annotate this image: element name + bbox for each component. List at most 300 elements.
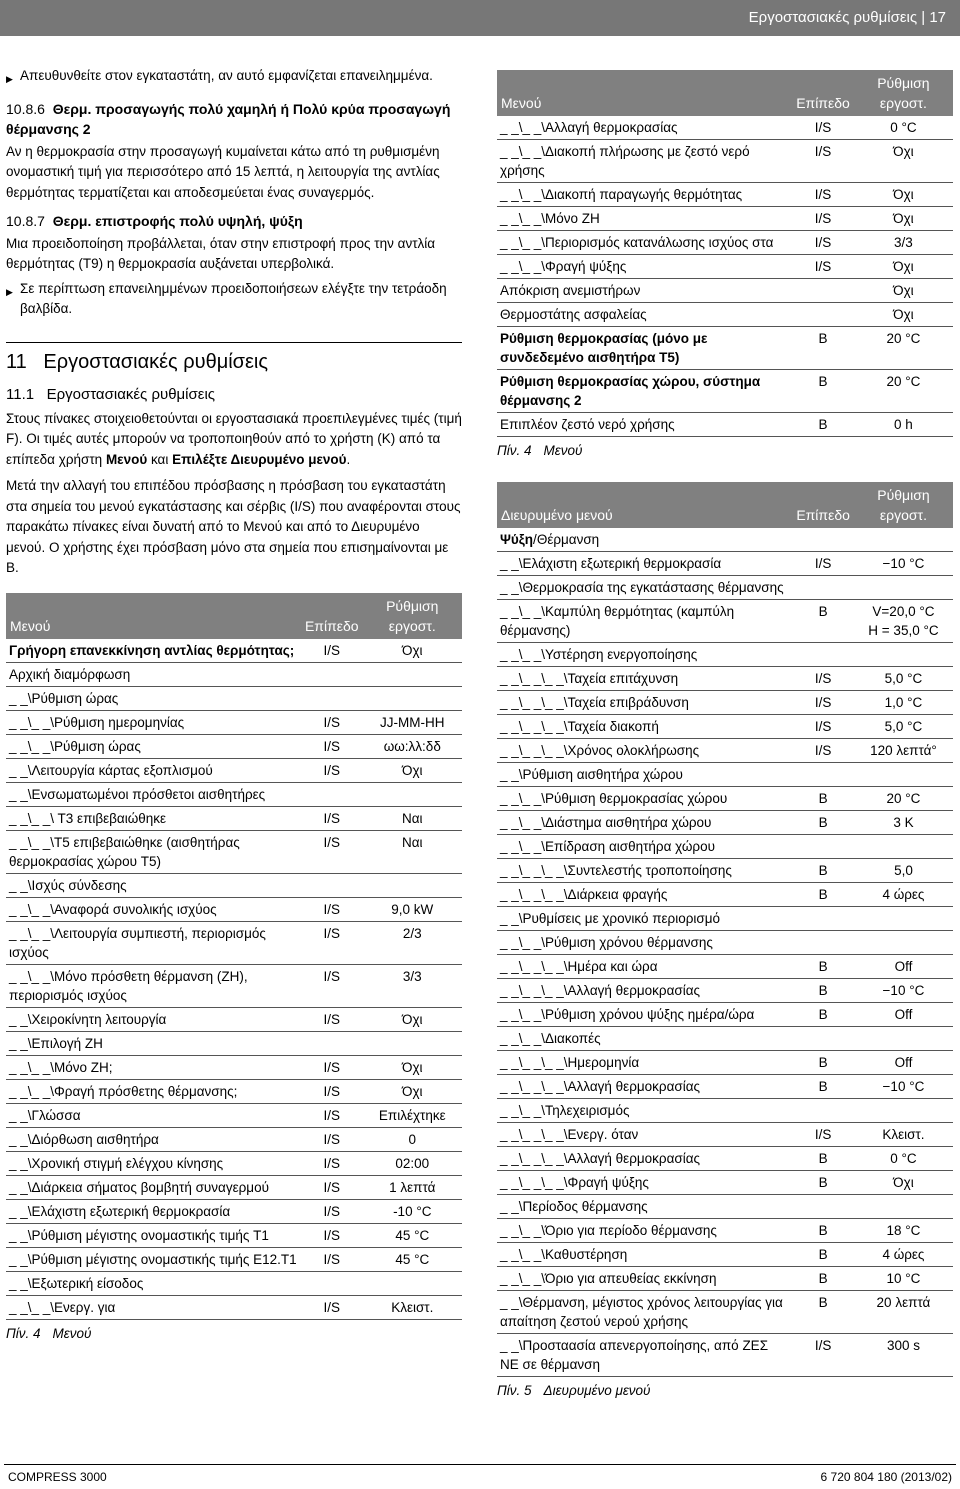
- section-11-1-title: 11.1 Εργοστασιακές ρυθμίσεις: [6, 385, 216, 403]
- cell-factory-setting: 3 K: [854, 810, 953, 834]
- table-row: [497, 183, 953, 207]
- cell-factory-setting: Ναι: [363, 830, 462, 873]
- table-row: [497, 1098, 953, 1122]
- cell-factory-setting: 0 °C: [854, 1146, 953, 1170]
- cell-menu-item: _ _\Ρύθμιση ώρας: [6, 686, 301, 710]
- cell-menu-item: _ _\_ _\Ενεργ. για: [6, 1295, 301, 1319]
- table-row: [6, 830, 462, 873]
- table-row: [497, 1050, 953, 1074]
- table-row: [6, 758, 462, 782]
- cell-level: I/S: [301, 1223, 363, 1247]
- cell-factory-setting: 0 h: [854, 413, 953, 437]
- table-caption: Πίν. 4 Μενού: [497, 443, 583, 458]
- cell-menu-item: _ _\_ _\Επίδραση αισθητήρα χώρου: [497, 834, 792, 858]
- cell-factory-setting: Κλειστ.: [363, 1295, 462, 1319]
- cell-menu-item: Θερμοστάτης ασφαλείας: [497, 303, 792, 327]
- cell-factory-setting: [854, 930, 953, 954]
- cell-factory-setting: [363, 686, 462, 710]
- cell-menu-item: _ _\_ _\_ _\Ημερομηνία: [497, 1050, 792, 1074]
- cell-menu-item: _ _\Λειτουργία κάρτας εξοπλισμού: [6, 758, 301, 782]
- cell-factory-setting: Ναι: [363, 806, 462, 830]
- cell-factory-setting: 4 ώρες: [854, 1242, 953, 1266]
- table-row: [6, 710, 462, 734]
- cell-factory-setting: 1 λεπτά: [363, 1175, 462, 1199]
- cell-menu-item: _ _\Ελάχιστη εξωτερική θερμοκρασία: [497, 551, 792, 575]
- cell-factory-setting: [854, 575, 953, 599]
- cell-menu-item: _ _\_ _\Λειτουργία συμπιεστή, περιορισμός ισχύος: [6, 921, 301, 964]
- cell-factory-setting: −10 °C: [854, 978, 953, 1002]
- table-row: [6, 639, 462, 663]
- table-row: [497, 599, 953, 642]
- table-row: [497, 954, 953, 978]
- cell-level: I/S: [301, 964, 363, 1007]
- cell-menu-item: _ _\_ _\_ _\Ημέρα και ώρα: [497, 954, 792, 978]
- cell-level: I/S: [301, 1295, 363, 1319]
- cell-menu-item: _ _\_ _\Τηλεχειρισμός: [497, 1098, 792, 1122]
- cell-menu-item: _ _\_ _\Φραγή πρόσθετης θέρμανσης;: [6, 1079, 301, 1103]
- cell-factory-setting: Όχι: [854, 207, 953, 231]
- cell-level: I/S: [792, 551, 854, 575]
- cell-level: I/S: [301, 921, 363, 964]
- cell-level: I/S: [792, 1333, 854, 1376]
- cell-level: B: [792, 1074, 854, 1098]
- table-row: [497, 1242, 953, 1266]
- table-row: [6, 1007, 462, 1031]
- cell-level: I/S: [301, 1079, 363, 1103]
- cell-level: [301, 1031, 363, 1055]
- cell-menu-item: _ _\_ _\_ _\Ενεργ. όταν: [497, 1122, 792, 1146]
- cell-factory-setting: 5,0 °C: [854, 714, 953, 738]
- cell-menu-item: _ _\_ _\Ρύθμιση χρόνου θέρμανσης: [497, 930, 792, 954]
- cell-menu-item: _ _\_ _\_ _\Ταχεία διακοπή: [497, 714, 792, 738]
- cell-factory-setting: 5,0: [854, 858, 953, 882]
- cell-menu-item: _ _\_ _\Αναφορά συνολικής ισχύος: [6, 897, 301, 921]
- cell-factory-setting: [854, 528, 953, 552]
- header-title: Εργοστασιακές ρυθμίσεις | 17: [748, 9, 946, 26]
- cell-menu-item: _ _\_ _\Αλλαγή θερμοκρασίας: [497, 116, 792, 140]
- footer-docnum: 6 720 804 180 (2013/02): [820, 1470, 952, 1484]
- table-row: [497, 810, 953, 834]
- cell-factory-setting: [363, 1271, 462, 1295]
- col-level: Επίπεδο: [792, 482, 854, 528]
- cell-factory-setting: Όχι: [363, 758, 462, 782]
- table-row: [6, 1151, 462, 1175]
- cell-level: [301, 782, 363, 806]
- cell-menu-item: _ _\_ _\Διακοπές: [497, 1026, 792, 1050]
- table-row: [497, 834, 953, 858]
- cell-factory-setting: [854, 762, 953, 786]
- cell-menu-item: _ _\Θέρμανση, μέγιστος χρόνος λειτουργίας για απαίτηση ζεστού νερού χρήσης: [497, 1290, 792, 1333]
- table-row: [6, 897, 462, 921]
- cell-factory-setting: 02:00: [363, 1151, 462, 1175]
- cell-level: [792, 1194, 854, 1218]
- table-row: [497, 1122, 953, 1146]
- col-menu: Διευρυμένο μενού: [497, 482, 792, 528]
- cell-menu-item: _ _\_ _\Καθυστέρηση: [497, 1242, 792, 1266]
- cell-factory-setting: [363, 873, 462, 897]
- cell-factory-setting: 20 λεπτά: [854, 1290, 953, 1333]
- cell-level: I/S: [301, 830, 363, 873]
- table-row: [497, 1146, 953, 1170]
- col-menu: Μενού: [6, 593, 301, 639]
- table-row: [497, 738, 953, 762]
- table-row: [6, 1079, 462, 1103]
- cell-menu-item: _ _\_ _\Διακοπή παραγωγής θερμότητας: [497, 183, 792, 207]
- table-row: [6, 1031, 462, 1055]
- cell-menu-item: Ρύθμιση θερμοκρασίας (μόνο με συνδεδεμένο αισθητήρα T5): [497, 327, 792, 370]
- cell-factory-setting: Όχι: [854, 1170, 953, 1194]
- table-row: [6, 734, 462, 758]
- cell-factory-setting: Κλειστ.: [854, 1122, 953, 1146]
- table-row: [6, 964, 462, 1007]
- table-row: [497, 413, 953, 437]
- cell-level: B: [792, 1218, 854, 1242]
- cell-factory-setting: 20 °C: [854, 786, 953, 810]
- cell-level: I/S: [301, 758, 363, 782]
- chapter-11-title: 11 Εργοστασιακές ρυθμίσεις: [6, 342, 462, 374]
- cell-menu-item: _ _\_ _\_ _\Συντελεστής τροποποίησης: [497, 858, 792, 882]
- cell-level: [792, 642, 854, 666]
- cell-menu-item: _ _\_ _\Μόνο ZH: [497, 207, 792, 231]
- cell-level: B: [792, 327, 854, 370]
- table-row: [497, 1074, 953, 1098]
- cell-factory-setting: 5,0 °C: [854, 666, 953, 690]
- cell-factory-setting: Όχι: [363, 1055, 462, 1079]
- table-row: [6, 686, 462, 710]
- cell-menu-item: _ _\_ _\_ _\Ταχεία επιτάχυνση: [497, 666, 792, 690]
- cell-level: B: [792, 1170, 854, 1194]
- cell-level: I/S: [792, 231, 854, 255]
- cell-level: B: [792, 1050, 854, 1074]
- table-caption: Πίν. 4 Μενού: [6, 1325, 92, 1341]
- cell-level: I/S: [301, 710, 363, 734]
- bullet-instruction: ▶ Απευθυνθείτε στον εγκαταστάτη, αν αυτό εμφανίζεται επανειλημμένα.: [6, 66, 462, 87]
- table-row: [497, 279, 953, 303]
- table-row: [497, 528, 953, 552]
- cell-menu-item: Γρήγορη επανεκκίνηση αντλίας θερμότητας;: [6, 639, 301, 663]
- cell-menu-item: _ _\Διόρθωση αισθητήρα: [6, 1127, 301, 1151]
- cell-level: [792, 1026, 854, 1050]
- table-row: [497, 762, 953, 786]
- table-row: [6, 1055, 462, 1079]
- cell-level: I/S: [792, 255, 854, 279]
- page-footer: [8, 1470, 952, 1484]
- cell-level: I/S: [792, 116, 854, 140]
- cell-menu-item: Επιπλέον ζεστό νερό χρήσης: [497, 413, 792, 437]
- cell-factory-setting: Όχι: [854, 183, 953, 207]
- cell-level: I/S: [301, 734, 363, 758]
- access-paragraph: Μετά την αλλαγή του επιπέδου πρόσβασης η πρόσβαση του εγκαταστάτη στα σημεία του μενού εγκατάστασης και σέρβις (I/S) που αναφέρονται στους παρακάτω πίνακες είναι δυνατή από το Μενού και από το Διευρυμένο μενού. Ο χρήστης έχει πρόσβαση μόνο στα σημεία που επισημαίνονται με B.: [6, 478, 461, 575]
- cell-level: B: [792, 810, 854, 834]
- table-row: [497, 255, 953, 279]
- cell-factory-setting: 10 °C: [854, 1266, 953, 1290]
- table-row: [497, 690, 953, 714]
- cell-factory-setting: −10 °C: [854, 1074, 953, 1098]
- cell-factory-setting: 45 °C: [363, 1247, 462, 1271]
- cell-level: [792, 528, 854, 552]
- cell-menu-item: _ _\Ελάχιστη εξωτερική θερμοκρασία: [6, 1199, 301, 1223]
- section-10-8-6-heading: 10.8.6 Θερμ. προσαγωγής πολύ χαμηλή ή Πολύ κρύα προσαγωγή θέρμανσης 2: [6, 100, 451, 137]
- cell-level: I/S: [301, 1127, 363, 1151]
- cell-factory-setting: JJ-MM-HH: [363, 710, 462, 734]
- cell-level: I/S: [792, 207, 854, 231]
- table-row: [497, 207, 953, 231]
- right-column: [497, 70, 953, 1401]
- table-row: [497, 575, 953, 599]
- cell-level: I/S: [301, 1151, 363, 1175]
- cell-factory-setting: [363, 662, 462, 686]
- cell-level: I/S: [792, 183, 854, 207]
- cell-factory-setting: [854, 834, 953, 858]
- table-row: [497, 1170, 953, 1194]
- cell-level: B: [792, 1290, 854, 1333]
- cell-factory-setting: Όχι: [854, 279, 953, 303]
- cell-level: I/S: [301, 1175, 363, 1199]
- cell-menu-item: _ _\_ _\Όριο για απευθείας εκκίνηση: [497, 1266, 792, 1290]
- cell-menu-item: _ _\_ _\_ _\Ταχεία επιβράδυνση: [497, 690, 792, 714]
- cell-level: [792, 834, 854, 858]
- cell-level: I/S: [301, 806, 363, 830]
- cell-factory-setting: 300 s: [854, 1333, 953, 1376]
- col-factory: Ρύθμιση εργοστ.: [854, 482, 953, 528]
- footer-product: COMPRESS 3000: [8, 1470, 107, 1484]
- cell-factory-setting: 2/3: [363, 921, 462, 964]
- cell-level: [301, 686, 363, 710]
- table-row: [6, 1223, 462, 1247]
- table-row: [497, 140, 953, 183]
- table-row: [497, 642, 953, 666]
- cell-menu-item: Ψύξη/Θέρμανση: [497, 528, 792, 552]
- cell-level: I/S: [792, 738, 854, 762]
- table-row: [6, 921, 462, 964]
- cell-level: I/S: [792, 666, 854, 690]
- cell-level: [792, 762, 854, 786]
- section-10-8-7-text: Μια προειδοποίηση προβάλλεται, όταν στην επιστροφή προς την αντλία θερμότητας (T9) η θερμοκρασία αυξάνεται υπερβολικά.: [6, 235, 436, 271]
- table-row: [497, 327, 953, 370]
- cell-level: B: [792, 954, 854, 978]
- cell-menu-item: Απόκριση ανεμιστήρων: [497, 279, 792, 303]
- cell-level: [792, 303, 854, 327]
- section-10-8-7-heading: 10.8.7 Θερμ. επιστροφής πολύ υψηλή, ψύξη: [6, 213, 303, 229]
- cell-level: B: [792, 1146, 854, 1170]
- table-row: [6, 1295, 462, 1319]
- cell-menu-item: _ _\_ _\Υστέρηση ενεργοποίησης: [497, 642, 792, 666]
- cell-level: B: [792, 1002, 854, 1026]
- cell-factory-setting: 1,0 °C: [854, 690, 953, 714]
- table-row: [497, 116, 953, 140]
- cell-level: I/S: [301, 1007, 363, 1031]
- cell-factory-setting: [363, 782, 462, 806]
- cell-menu-item: _ _\Γλώσσα: [6, 1103, 301, 1127]
- table-row: [497, 303, 953, 327]
- cell-menu-item: _ _\_ _\Ρύθμιση χρόνου ψύξης ημέρα/ώρα: [497, 1002, 792, 1026]
- table-row: [6, 782, 462, 806]
- cell-factory-setting: 0: [363, 1127, 462, 1151]
- cell-menu-item: _ _\Ρύθμιση μέγιστης ονομαστικής τιμής T1: [6, 1223, 301, 1247]
- cell-menu-item: _ _\Ρύθμιση μέγιστης ονομαστικής τιμής E12.T1: [6, 1247, 301, 1271]
- table-caption: Πίν. 5 Διευρυμένο μενού: [497, 1382, 651, 1398]
- cell-menu-item: _ _\_ _\Ρύθμιση ώρας: [6, 734, 301, 758]
- cell-factory-setting: Όχι: [854, 140, 953, 183]
- cell-menu-item: _ _\Ισχύς σύνδεσης: [6, 873, 301, 897]
- cell-factory-setting: [363, 1031, 462, 1055]
- cell-level: I/S: [301, 1055, 363, 1079]
- footer-rule: [4, 1464, 956, 1465]
- table-row: [6, 806, 462, 830]
- cell-menu-item: _ _\_ _\Περιορισμός κατανάλωσης ισχύος στα: [497, 231, 792, 255]
- table-row: [6, 1271, 462, 1295]
- cell-menu-item: _ _\_ _\_ _\Αλλαγή θερμοκρασίας: [497, 978, 792, 1002]
- cell-level: I/S: [792, 690, 854, 714]
- cell-menu-item: _ _\_ _\Μόνο πρόσθετη θέρμανση (ZH), περιορισμός ισχύος: [6, 964, 301, 1007]
- cell-menu-item: _ _\Επιλογή ZH: [6, 1031, 301, 1055]
- cell-factory-setting: 9,0 kW: [363, 897, 462, 921]
- cell-menu-item: _ _\Ενσωματωμένοι πρόσθετοι αισθητήρες: [6, 782, 301, 806]
- cell-level: [301, 662, 363, 686]
- cell-factory-setting: Off: [854, 954, 953, 978]
- cell-menu-item: _ _\_ _\Διάστημα αισθητήρα χώρου: [497, 810, 792, 834]
- cell-menu-item: _ _\_ _\ T3 επιβεβαιώθηκε: [6, 806, 301, 830]
- cell-factory-setting: [854, 1098, 953, 1122]
- cell-level: [301, 1271, 363, 1295]
- cell-factory-setting: 120 λεπτά°: [854, 738, 953, 762]
- col-level: Επίπεδο: [301, 593, 363, 639]
- table-row: [497, 1002, 953, 1026]
- table-row: [6, 1199, 462, 1223]
- cell-menu-item: Ρύθμιση θερμοκρασίας χώρου, σύστημα θέρμανσης 2: [497, 370, 792, 413]
- table-row: [497, 370, 953, 413]
- table-row: [497, 1290, 953, 1333]
- cell-factory-setting: 45 °C: [363, 1223, 462, 1247]
- table-row: [6, 1127, 462, 1151]
- left-column: [6, 66, 462, 1344]
- cell-factory-setting: 20 °C: [854, 327, 953, 370]
- cell-level: [301, 873, 363, 897]
- table-row: [6, 662, 462, 686]
- table-row: [497, 1333, 953, 1376]
- table-row: [497, 231, 953, 255]
- cell-level: [792, 575, 854, 599]
- cell-menu-item: _ _\_ _\Φραγή ψύξης: [497, 255, 792, 279]
- cell-factory-setting: 20 °C: [854, 370, 953, 413]
- intro-paragraph: Στους πίνακες στοιχειοθετούνται οι εργοστασιακά προεπιλεγμένες τιμές (τιμή F). Οι τιμές αυτές μπορούν να τροποποιηθούν από το χρήστη (K) από τα επίπεδα χρήστη Μενού και Επιλέξτε Διευρυμένο μενού.: [6, 410, 462, 467]
- cell-level: B: [792, 1266, 854, 1290]
- table-row: [6, 873, 462, 897]
- cell-level: B: [792, 786, 854, 810]
- cell-level: [792, 906, 854, 930]
- cell-level: I/S: [792, 1122, 854, 1146]
- table-row: [497, 882, 953, 906]
- cell-factory-setting: Όχι: [854, 255, 953, 279]
- cell-factory-setting: ωω:λλ:δδ: [363, 734, 462, 758]
- cell-factory-setting: -10 °C: [363, 1199, 462, 1223]
- cell-level: [792, 1098, 854, 1122]
- cell-menu-item: _ _\_ _\_ _\Αλλαγή θερμοκρασίας: [497, 1146, 792, 1170]
- cell-factory-setting: Όχι: [363, 1079, 462, 1103]
- cell-level: I/S: [301, 897, 363, 921]
- cell-menu-item: _ _\_ _\Όριο για περίοδο θέρμανσης: [497, 1218, 792, 1242]
- cell-menu-item: _ _\Χρονική στιγμή ελέγχου κίνησης: [6, 1151, 301, 1175]
- cell-level: I/S: [301, 1199, 363, 1223]
- cell-level: I/S: [792, 140, 854, 183]
- table-row: [497, 786, 953, 810]
- cell-level: [792, 930, 854, 954]
- col-menu: Μενού: [497, 70, 792, 116]
- cell-factory-setting: [854, 1026, 953, 1050]
- cell-level: B: [792, 413, 854, 437]
- cell-menu-item: _ _\_ _\_ _\Αλλαγή θερμοκρασίας: [497, 1074, 792, 1098]
- cell-factory-setting: Off: [854, 1050, 953, 1074]
- table-row: [497, 1266, 953, 1290]
- cell-factory-setting: Όχι: [854, 303, 953, 327]
- cell-level: [792, 279, 854, 303]
- cell-menu-item: _ _\Περίοδος θέρμανσης: [497, 1194, 792, 1218]
- col-factory: Ρύθμιση εργοστ.: [363, 593, 462, 639]
- table-row: [497, 1194, 953, 1218]
- cell-level: I/S: [301, 1247, 363, 1271]
- cell-menu-item: _ _\_ _\Ρύθμιση ημερομηνίας: [6, 710, 301, 734]
- cell-factory-setting: Off: [854, 1002, 953, 1026]
- cell-factory-setting: 18 °C: [854, 1218, 953, 1242]
- cell-factory-setting: 4 ώρες: [854, 882, 953, 906]
- cell-menu-item: _ _\Ρυθμίσεις με χρονικό περιορισμό: [497, 906, 792, 930]
- table-row: [497, 1026, 953, 1050]
- cell-factory-setting: [854, 642, 953, 666]
- cell-menu-item: _ _\_ _\_ _\Διάρκεια φραγής: [497, 882, 792, 906]
- page-header: [0, 0, 960, 36]
- cell-factory-setting: Όχι: [363, 639, 462, 663]
- table-menu-1: [6, 593, 462, 1345]
- cell-factory-setting: 3/3: [854, 231, 953, 255]
- table-row: [497, 666, 953, 690]
- cell-menu-item: _ _\_ _\T5 επιβεβαιώθηκε (αισθητήρας θερμοκρασίας χώρου T5): [6, 830, 301, 873]
- cell-level: B: [792, 370, 854, 413]
- cell-factory-setting: 3/3: [363, 964, 462, 1007]
- cell-menu-item: _ _\Διάρκεια σήματος βομβητή συναγερμού: [6, 1175, 301, 1199]
- cell-level: B: [792, 599, 854, 642]
- cell-factory-setting: Όχι: [363, 1007, 462, 1031]
- cell-menu-item: _ _\Προσταασία απενεργοποίησης, από ΖΕΣ ΝΕ σε θέρμανση: [497, 1333, 792, 1376]
- cell-factory-setting: [854, 1194, 953, 1218]
- cell-menu-item: _ _\Εξωτερική είσοδος: [6, 1271, 301, 1295]
- table-menu-2: [497, 70, 953, 462]
- cell-level: B: [792, 882, 854, 906]
- col-factory: Ρύθμιση εργοστ.: [854, 70, 953, 116]
- cell-menu-item: _ _\_ _\Μόνο ZH;: [6, 1055, 301, 1079]
- cell-factory-setting: [854, 906, 953, 930]
- cell-menu-item: _ _\_ _\_ _\Χρόνος ολοκλήρωσης: [497, 738, 792, 762]
- cell-menu-item: _ _\Χειροκίνητη λειτουργία: [6, 1007, 301, 1031]
- table-row: [6, 1247, 462, 1271]
- table-row: [6, 1103, 462, 1127]
- table-row: [497, 1218, 953, 1242]
- cell-factory-setting: 0 °C: [854, 116, 953, 140]
- table-row: [497, 714, 953, 738]
- cell-menu-item: Αρχική διαμόρφωση: [6, 662, 301, 686]
- bullet-check-valve: ▶ Σε περίπτωση επανειλημμένων προειδοποιήσεων ελέγξτε την τετράοδη βαλβίδα.: [6, 279, 462, 320]
- cell-menu-item: _ _\Ρύθμιση αισθητήρα χώρου: [497, 762, 792, 786]
- col-level: Επίπεδο: [792, 70, 854, 116]
- cell-menu-item: _ _\_ _\Ρύθμιση θερμοκρασίας χώρου: [497, 786, 792, 810]
- table-row: [6, 1175, 462, 1199]
- cell-menu-item: _ _\Θερμοκρασία της εγκατάστασης θέρμανσης: [497, 575, 792, 599]
- cell-factory-setting: V=20,0 °C H = 35,0 °C: [854, 599, 953, 642]
- table-row: [497, 906, 953, 930]
- cell-level: B: [792, 978, 854, 1002]
- table-row: [497, 978, 953, 1002]
- cell-level: I/S: [301, 1103, 363, 1127]
- cell-menu-item: _ _\_ _\_ _\Φραγή ψύξης: [497, 1170, 792, 1194]
